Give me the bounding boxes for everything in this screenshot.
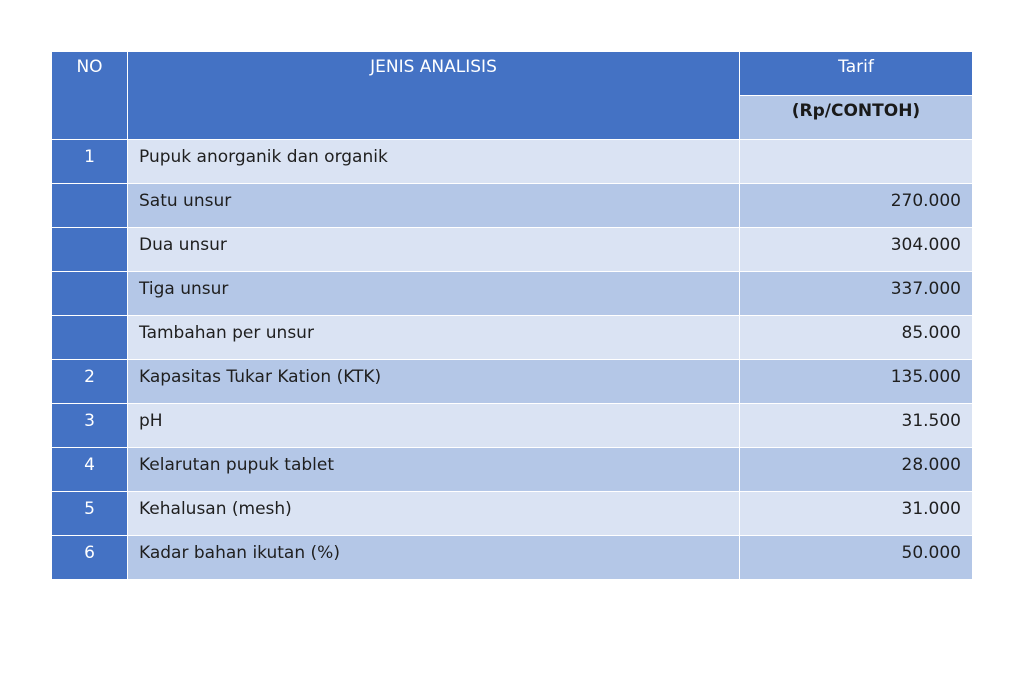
row-number: 6: [52, 536, 128, 580]
row-price: 31.500: [740, 404, 973, 448]
table-row: [52, 140, 973, 184]
row-price: 135.000: [740, 360, 973, 404]
row-analysis-name: Kelarutan pupuk tablet: [128, 448, 740, 492]
row-number: 4: [52, 448, 128, 492]
table-row: [52, 448, 973, 492]
row-price: 304.000: [740, 228, 973, 272]
table-row: [52, 316, 973, 360]
header-tarif: Tarif: [740, 52, 973, 96]
row-number: 5: [52, 492, 128, 536]
table-row: [52, 536, 973, 580]
tarif-table: [51, 51, 973, 580]
header-unit: (Rp/CONTOH): [740, 96, 973, 140]
row-analysis-name: Kehalusan (mesh): [128, 492, 740, 536]
table-row: [52, 404, 973, 448]
row-number: 3: [52, 404, 128, 448]
row-analysis-name: Dua unsur: [128, 228, 740, 272]
table-row: [52, 492, 973, 536]
table-row: [52, 272, 973, 316]
row-analysis-name: Kadar bahan ikutan (%): [128, 536, 740, 580]
table-row: [52, 360, 973, 404]
row-analysis-name: Tiga unsur: [128, 272, 740, 316]
row-price: 31.000: [740, 492, 973, 536]
row-number: [52, 316, 128, 360]
row-analysis-name: Satu unsur: [128, 184, 740, 228]
row-number: 1: [52, 140, 128, 184]
row-price: 337.000: [740, 272, 973, 316]
table-row: [52, 228, 973, 272]
row-number: 2: [52, 360, 128, 404]
row-price: 85.000: [740, 316, 973, 360]
row-price: 50.000: [740, 536, 973, 580]
row-analysis-name: pH: [128, 404, 740, 448]
row-price: [740, 140, 973, 184]
row-number: [52, 272, 128, 316]
header-row: [52, 52, 973, 96]
header-jenis-analisis: JENIS ANALISIS: [128, 52, 740, 140]
table-row: [52, 184, 973, 228]
row-analysis-name: Pupuk anorganik dan organik: [128, 140, 740, 184]
row-number: [52, 228, 128, 272]
row-price: 270.000: [740, 184, 973, 228]
row-price: 28.000: [740, 448, 973, 492]
row-analysis-name: Tambahan per unsur: [128, 316, 740, 360]
header-no: NO: [52, 52, 128, 140]
row-number: [52, 184, 128, 228]
row-analysis-name: Kapasitas Tukar Kation (KTK): [128, 360, 740, 404]
